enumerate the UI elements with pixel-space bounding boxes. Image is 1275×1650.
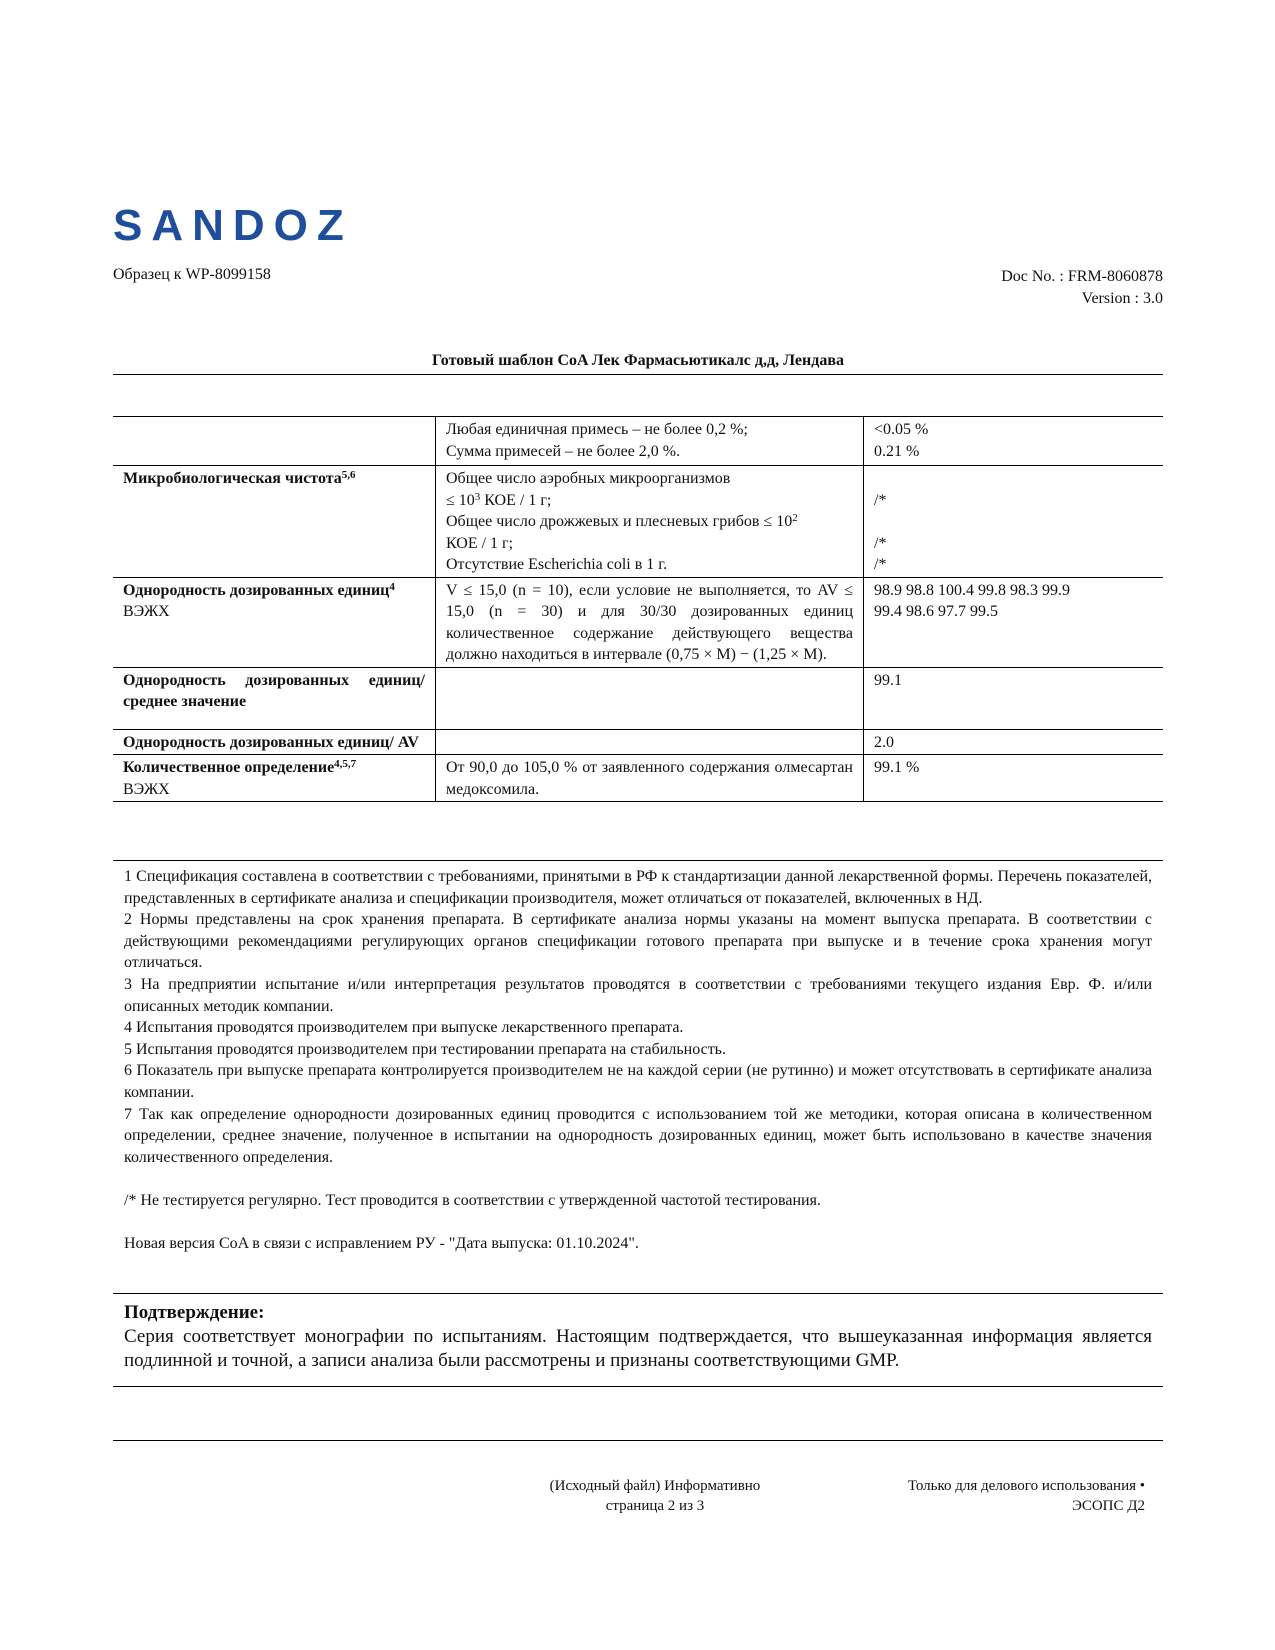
exponent: 3: [474, 490, 481, 503]
table-row: [113, 466, 1163, 578]
result-cell: [864, 466, 1164, 578]
specification-table: [113, 416, 1163, 802]
footnote-2: 2 Нормы представлены на срок хранения препарата. В сертификате анализа нормы указаны на момент выпуска препарата. В соответствии с действующими рекомендациями регулирующих органов спецификации готового препарата при выпуске и в течение срока хранения могут отличаться.: [124, 911, 1152, 972]
method-name: ВЭЖХ: [123, 603, 170, 620]
result-value: /*: [874, 556, 887, 573]
footnote-3: 3 На предприятии испытание и/или интерпретация результатов проводятся в соответствии с требованиями текущего издания Евр. Ф. и/или описанных методик компании.: [124, 975, 1152, 1015]
parameter-cell: [113, 729, 436, 755]
norm-cell: [436, 466, 864, 578]
sample-reference: Образец к WP-8099158: [113, 266, 271, 283]
norm-cell: От 90,0 до 105,0 % от заявленного содержания олмесартан медоксомила.: [436, 755, 864, 802]
parameter-cell: [113, 667, 436, 729]
parameter-name: Количественное определение: [123, 759, 335, 776]
parameter-name: Микробиологическая чистота: [123, 470, 342, 487]
result-cell: 99.1 %: [864, 755, 1164, 802]
method-name: ВЭЖХ: [123, 780, 170, 798]
norm-cell: [436, 667, 864, 729]
norm-cell: [436, 417, 864, 466]
norm-line: [446, 511, 853, 533]
footnotes: [124, 866, 1152, 1255]
table-row: [113, 755, 1163, 802]
norm-cell: [436, 729, 864, 755]
footnote-5: 5 Испытания проводятся производителем при тестировании препарата на стабильность.: [124, 1040, 726, 1058]
parameter-name: Однородность дозированных единиц/ среднее значение: [123, 671, 425, 710]
confirmation-bottom-rule: [113, 1386, 1163, 1387]
norm-cell: V ≤ 15,0 (n = 10), если условие не выполняется, то AV ≤ 15,0 (n = 30) и для 30/30 дозированных единиц количественное содержание действующего вещества должно находиться в интервале (0,75 × M) − (1,25 × M).: [436, 577, 864, 667]
result-cell: [864, 577, 1164, 667]
parameter-name-wrap: [123, 580, 425, 602]
norm-text: КОЕ / 1 г;: [480, 491, 552, 509]
parameter-name: Однородность дозированных единиц: [123, 581, 390, 599]
sandoz-logo: SANDOZ: [113, 201, 353, 250]
norm-line: КОЕ / 1 г;: [446, 534, 514, 552]
parameter-cell: [113, 577, 436, 667]
confirmation-section: [124, 1301, 1152, 1373]
page-number: страница 2 из 3: [605, 1498, 705, 1514]
new-version-note: Новая версия CoA в связи с исправлением РУ - "Дата выпуска: 01.10.2024".: [124, 1235, 639, 1253]
page-title: Готовый шаблон CoA Лек Фармасьютикалс д,д, Лендава: [432, 352, 844, 369]
result-value: /*: [874, 534, 887, 552]
parameter-name-wrap: [123, 757, 425, 779]
doc-number: Doc No. : FRM-8060878: [1001, 268, 1163, 285]
title-underline: [113, 374, 1163, 375]
footnote-4: 4 Испытания проводятся производителем при выпуске лекарственного препарата.: [124, 1019, 684, 1037]
footer-source: (Исходный файл) Информативно: [549, 1478, 761, 1494]
parameter-name: Однородность дозированных единиц/ AV: [123, 733, 419, 751]
table-row: [113, 577, 1163, 667]
parameter-cell: [113, 755, 436, 802]
table-row: [113, 417, 1163, 466]
result-value: 99.4 98.6 97.7 99.5: [874, 603, 998, 620]
document-info: [1001, 266, 1163, 310]
impurity-sum-norm: Сумма примесей – не более 2,0 %.: [446, 442, 681, 460]
result-value: /*: [874, 491, 887, 509]
not-tested-note: /* Не тестируется регулярно. Тест проводится в соответствии с утвержденной частотой тестирования.: [124, 1191, 821, 1209]
norm-text: ≤ 10: [446, 491, 475, 509]
confirmation-top-rule: [113, 1293, 1163, 1294]
doc-version: Version : 3.0: [1081, 290, 1163, 307]
confirmation-text: Серия соответствует монографии по испытаниям. Настоящим подтверждается, что вышеуказанная информация является подлинной и точной, а записи анализа были рассмотрены и признаны соответствующими GMP.: [124, 1326, 1152, 1371]
footer-classification: [908, 1476, 1145, 1516]
result-value: <0.05 %: [874, 421, 929, 438]
result-value: 0.21 %: [874, 442, 920, 460]
footnote-ref: 4,5,7: [334, 758, 357, 770]
norm-line: Отсутствие Escherichia coli в 1 г.: [446, 556, 668, 573]
table-row: [113, 729, 1163, 755]
result-cell: [864, 417, 1164, 466]
notes-top-rule: [113, 860, 1163, 861]
parameter-cell: [113, 417, 436, 466]
business-use-label: Только для делового использования •: [907, 1478, 1145, 1494]
exponent: 2: [792, 512, 798, 524]
esops-label: ЭСОПС Д2: [1071, 1498, 1145, 1514]
footer-rule: [113, 1440, 1163, 1441]
footnote-ref: 5,6: [341, 469, 356, 481]
footnote-7: 7 Так как определение однородности дозированных единиц проводится с использованием той же методики, которая описана в количественном определении, среднее значение, полученное в испытании на однородность дозированных единиц, может быть использовано в качестве значения количественного определения.: [124, 1105, 1152, 1166]
norm-line: [446, 490, 853, 512]
footnote-6: 6 Показатель при выпуске препарата контролируется производителем не на каждой серии (не рутинно) и может отсутствовать в сертификате анализа компании.: [124, 1062, 1152, 1101]
result-value: 98.9 98.8 100.4 99.8 98.3 99.9: [874, 581, 1070, 599]
footnote-ref: 4: [389, 580, 395, 593]
result-cell: 99.1: [864, 667, 1164, 729]
footer-page-info: [520, 1476, 790, 1516]
parameter-cell: [113, 466, 436, 578]
footnote-1: 1 Спецификация составлена в соответствии с требованиями, принятыми в РФ к стандартизации данной лекарственной формы. Перечень показателей, представленных в сертификате анализа и спецификации производителя, может отличаться от показателей, включенных в НД.: [124, 868, 1152, 907]
norm-text: Общее число дрожжевых и плесневых грибов ≤ 10: [446, 513, 793, 530]
norm-line: Общее число аэробных микроорганизмов: [446, 470, 731, 487]
table-row: [113, 667, 1163, 729]
result-cell: 2.0: [864, 729, 1164, 755]
impurity-single-norm: Любая единичная примесь – не более 0,2 %;: [446, 421, 748, 438]
confirmation-heading: Подтверждение:: [124, 1302, 265, 1323]
